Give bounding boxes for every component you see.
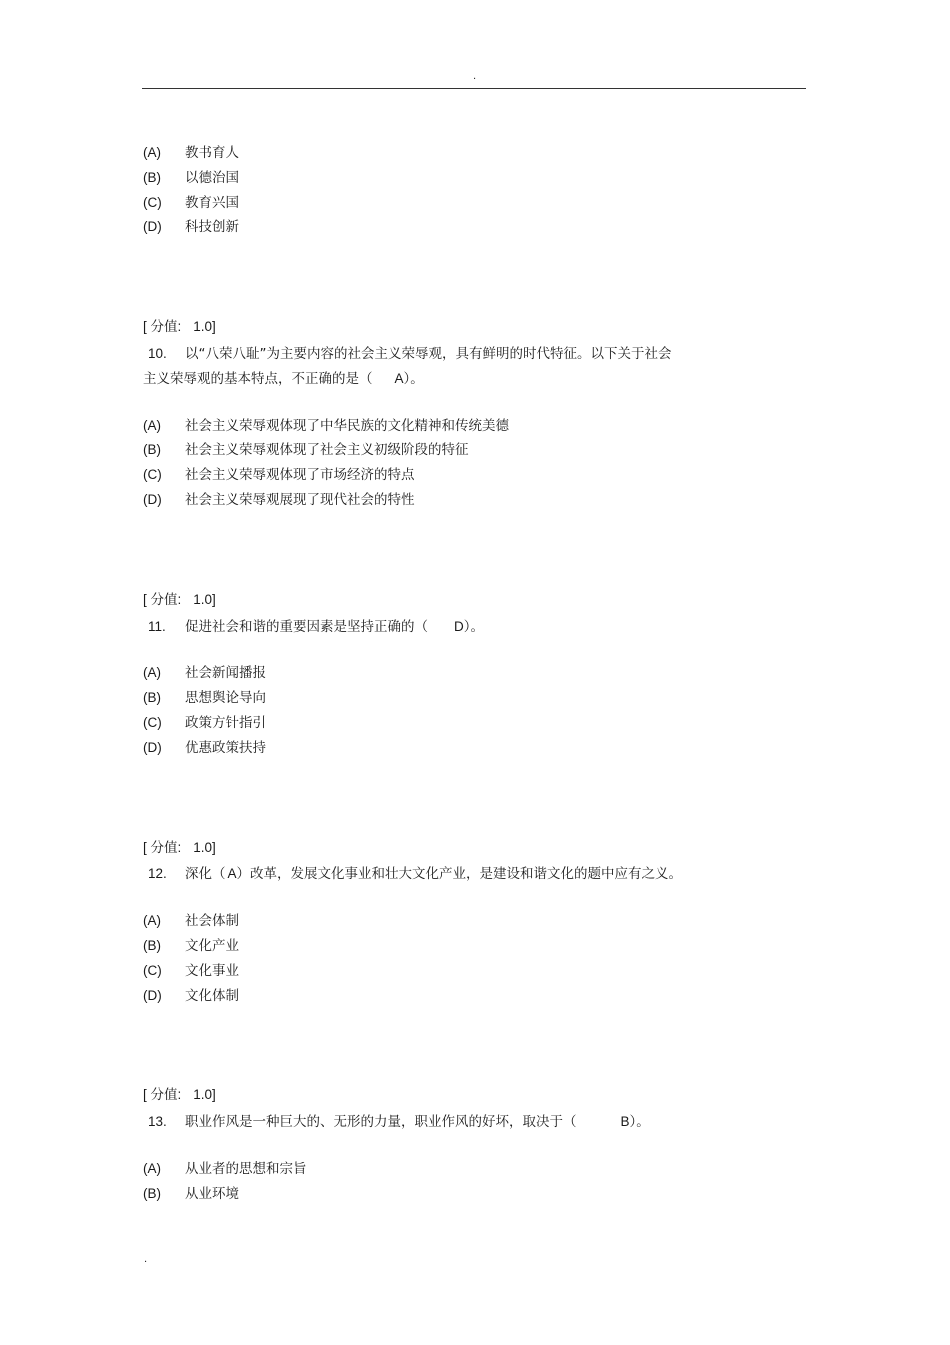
option-text: 政策方针指引 (185, 714, 266, 731)
footer-mark: . (144, 1254, 148, 1265)
answer-mark: A） (227, 866, 251, 882)
question-stem (143, 342, 763, 392)
score-line (143, 317, 763, 342)
option-letter: (D) (143, 491, 162, 507)
score-label: [ 分值: (143, 1087, 182, 1103)
option-letter: (C) (143, 194, 162, 210)
option-letter: (C) (143, 467, 162, 483)
score-line (143, 838, 763, 863)
option-text: 从业环境 (185, 1185, 239, 1202)
header-rule (142, 88, 806, 89)
question-number: 10. (148, 345, 167, 361)
option-b (143, 936, 763, 961)
option-d (143, 490, 763, 515)
option-d (143, 986, 763, 1011)
option-text: 文化产业 (185, 937, 239, 954)
option-text: 以德治国 (185, 169, 239, 186)
option-letter: (A) (143, 145, 161, 160)
stem-text: 改革，发展文化事业和壮大文化产业，是建设和谐文化的题中应有之义。 (250, 866, 683, 883)
option-d (143, 738, 763, 763)
q9-options (143, 143, 763, 242)
option-c (143, 713, 763, 738)
stem-text: 。 (410, 370, 424, 387)
score-label: [ 分值: (143, 839, 182, 855)
option-c (143, 193, 763, 218)
stem-text: 。 (470, 618, 484, 635)
option-b (143, 688, 763, 713)
option-letter: (B) (143, 442, 161, 458)
score-value: 1.0] (193, 319, 216, 335)
answer-mark: B） (620, 1114, 637, 1130)
score-label: [ 分值: (143, 319, 182, 335)
option-text: 优惠政策扶持 (185, 739, 266, 756)
stem-text: 促进社会和谐的重要因素是坚持正确的（ (185, 618, 428, 635)
stem-text: 职业作风是一种巨大的、无形的力量，职业作风的好坏，取决于（ (185, 1114, 577, 1131)
option-text: 教书育人 (185, 145, 239, 161)
option-letter: (A) (143, 417, 161, 433)
score-line (143, 1085, 763, 1110)
page-content (143, 143, 763, 1209)
question-13 (143, 1085, 763, 1208)
question-11 (143, 590, 763, 763)
score-label: [ 分值: (143, 591, 182, 607)
option-letter: (C) (143, 714, 162, 730)
question-number: 13. (148, 1114, 167, 1130)
option-a (143, 143, 763, 168)
score-value: 1.0] (193, 591, 216, 607)
option-letter: (B) (143, 937, 161, 953)
option-text: 教育兴国 (185, 194, 239, 211)
option-c (143, 961, 763, 986)
option-text: 社会主义荣辱观体现了市场经济的特点 (185, 467, 415, 484)
option-d (143, 217, 763, 242)
answer-mark: A） (394, 370, 411, 386)
option-letter: (A) (143, 1160, 161, 1176)
stem-text: 以“八荣八耻”为主要内容的社会主义荣辱观，具有鲜明的时代特征。以下关于社会 (185, 345, 672, 362)
option-text: 社会新闻播报 (185, 665, 266, 682)
question-10 (143, 317, 763, 515)
option-text: 科技创新 (185, 219, 239, 236)
option-a (143, 416, 763, 441)
option-letter: (B) (143, 169, 161, 185)
score-line (143, 590, 763, 615)
stem-text: 深化（ (185, 866, 226, 883)
option-a (143, 1159, 763, 1184)
option-text: 从业者的思想和宗旨 (185, 1160, 307, 1177)
option-text: 文化体制 (185, 987, 239, 1004)
question-number: 11. (148, 618, 166, 634)
option-a (143, 911, 763, 936)
option-text: 思想舆论导向 (185, 690, 266, 707)
question-stem (143, 615, 763, 640)
header-mark: . (473, 71, 477, 82)
answer-mark: D） (454, 618, 471, 634)
question-12 (143, 838, 763, 1011)
option-letter: (D) (143, 987, 162, 1003)
option-letter: (D) (143, 739, 162, 755)
option-text: 社会主义荣辱观体现了中华民族的文化精神和传统美德 (185, 417, 509, 434)
option-letter: (B) (143, 690, 161, 706)
option-text: 社会主义荣辱观体现了社会主义初级阶段的特征 (185, 442, 469, 459)
option-letter: (A) (143, 665, 161, 681)
option-b (143, 440, 763, 465)
option-a (143, 663, 763, 688)
option-c (143, 465, 763, 490)
question-stem (143, 1110, 763, 1135)
stem-text: 。 (636, 1114, 650, 1131)
option-letter: (C) (143, 962, 162, 978)
option-letter: (D) (143, 219, 162, 235)
score-value: 1.0] (193, 1087, 216, 1103)
stem-text: 主义荣辱观的基本特点，不正确的是（ (143, 370, 373, 387)
option-letter: (B) (143, 1185, 161, 1201)
option-b (143, 168, 763, 193)
option-text: 社会主义荣辱观展现了现代社会的特性 (185, 491, 415, 508)
option-text: 文化事业 (185, 962, 239, 979)
option-text: 社会体制 (185, 913, 239, 930)
option-b (143, 1184, 763, 1209)
question-number: 12. (148, 866, 167, 882)
score-value: 1.0] (193, 839, 216, 855)
question-stem (143, 862, 763, 887)
option-letter: (A) (143, 913, 161, 929)
